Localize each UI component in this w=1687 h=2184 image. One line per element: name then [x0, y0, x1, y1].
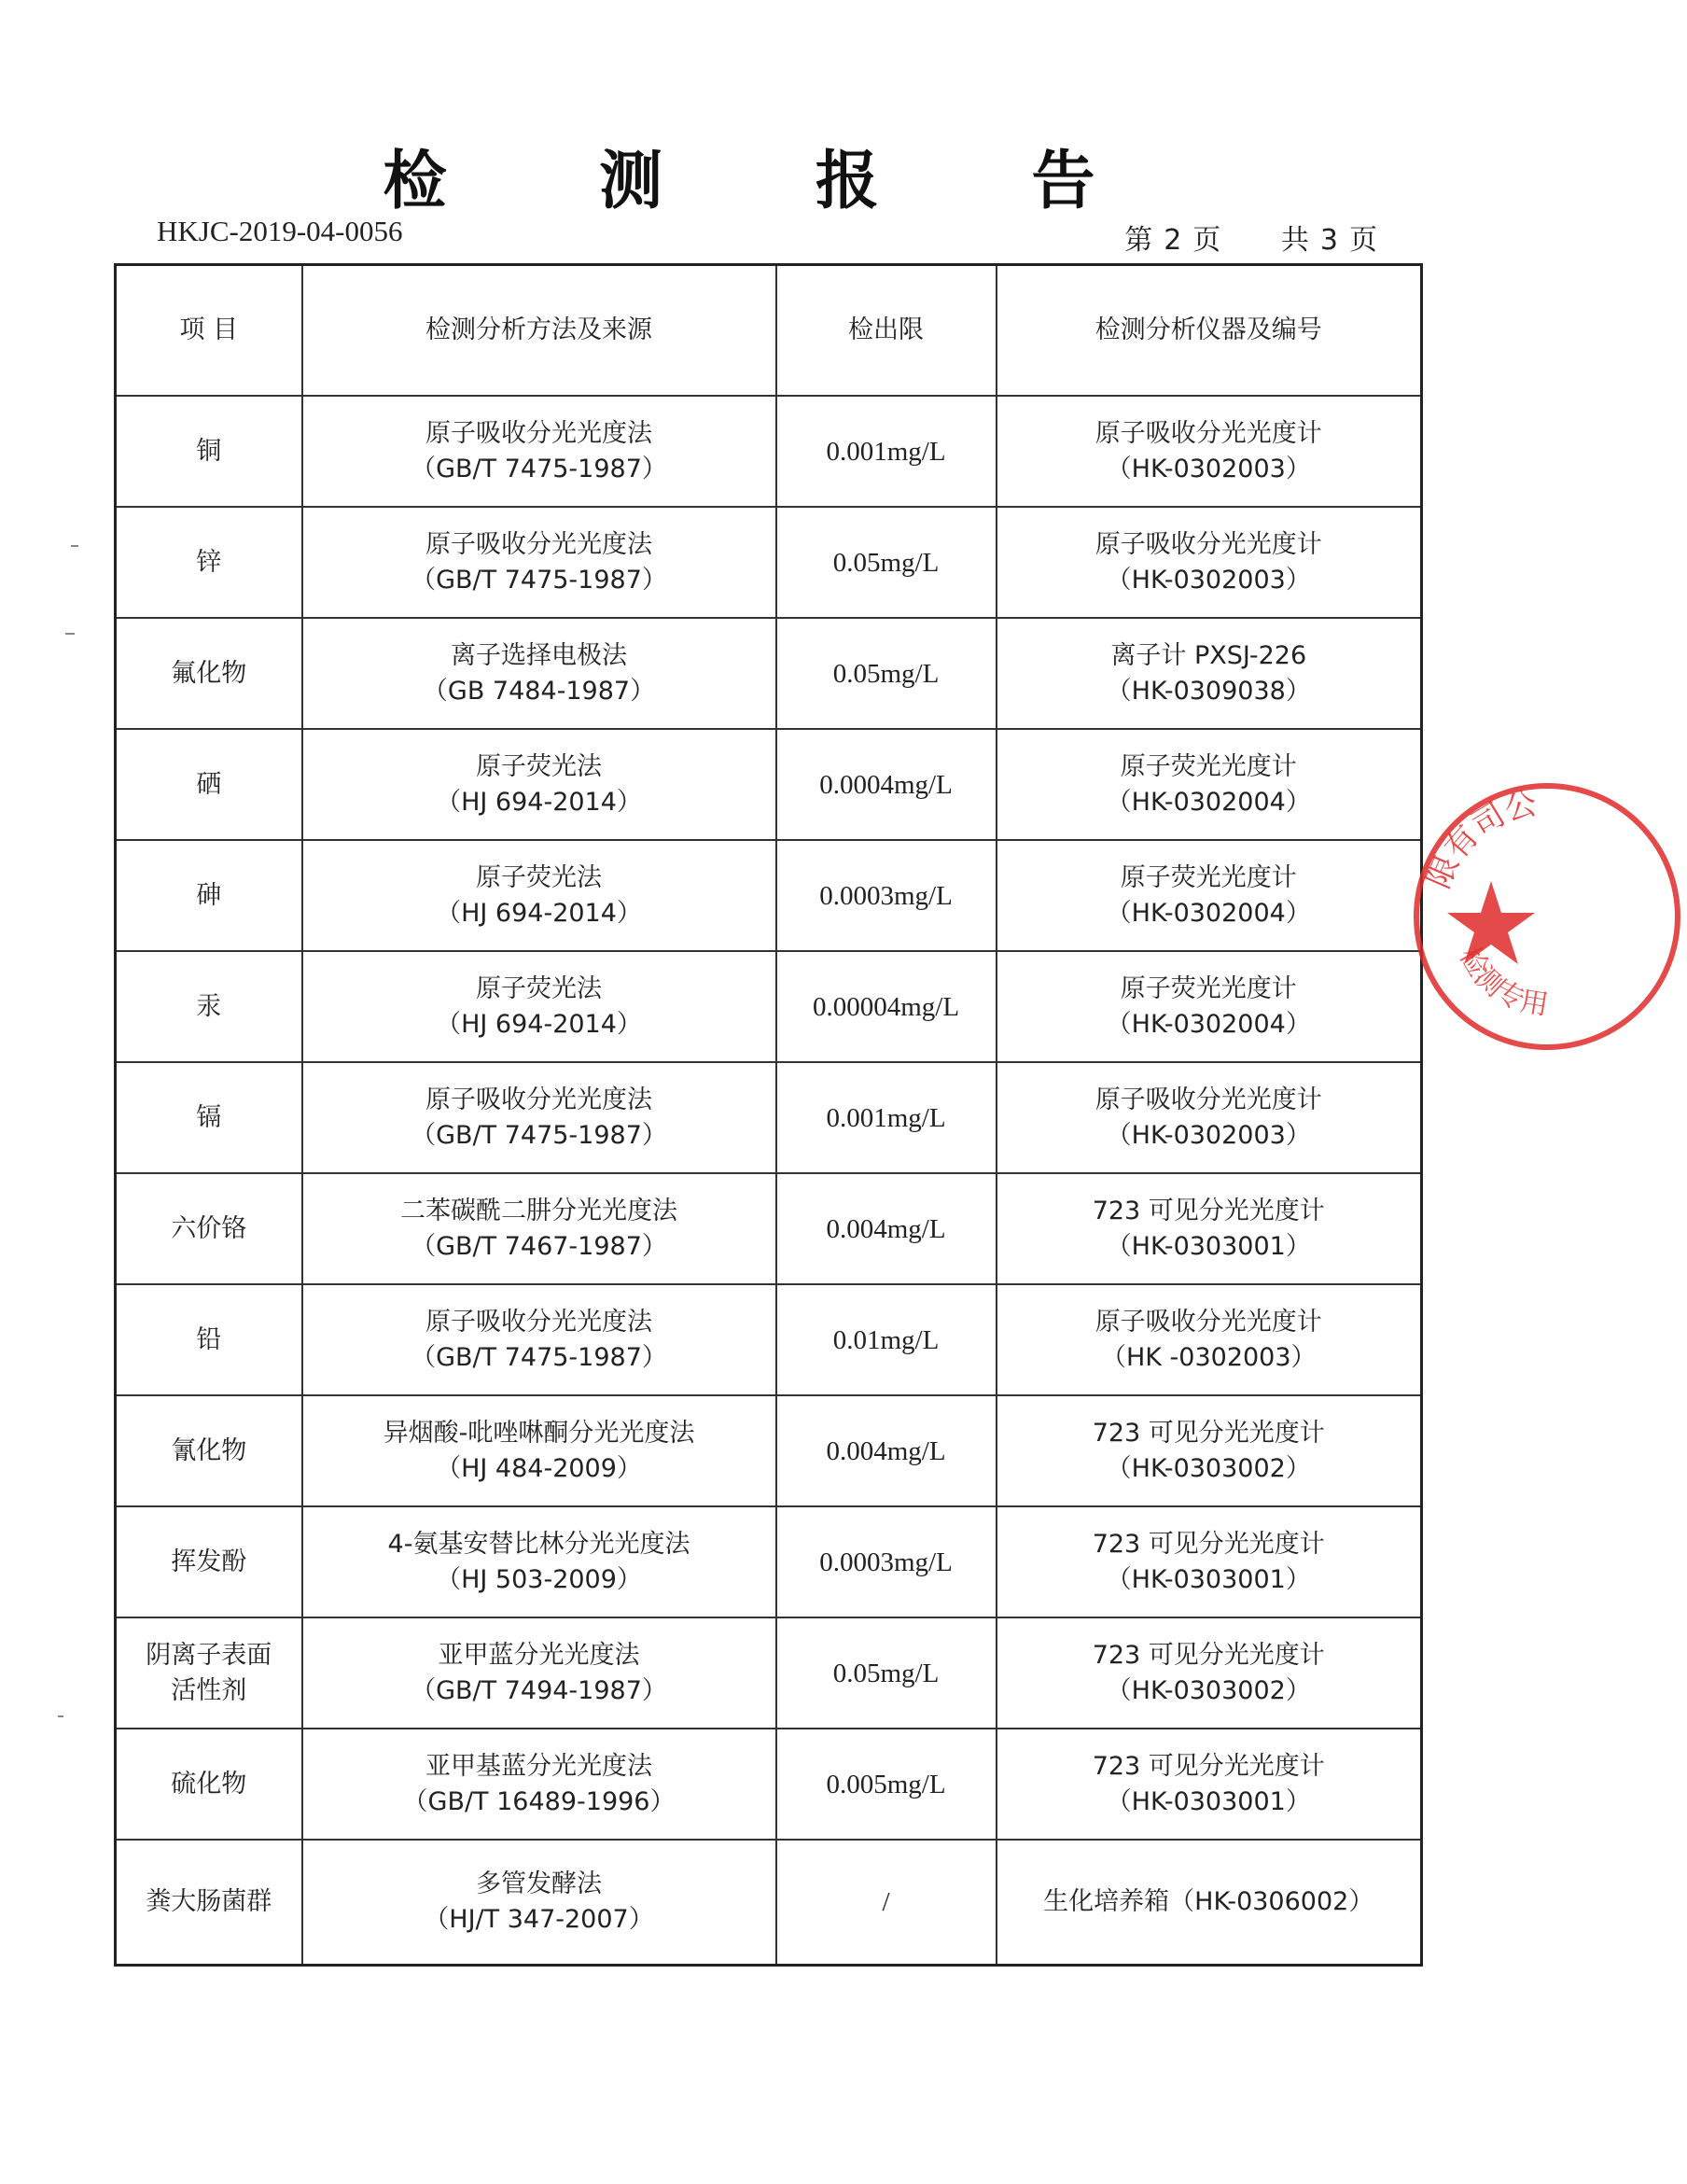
- table-row: [116, 396, 1422, 507]
- method-standard: （GB/T 16489-1996）: [402, 1786, 676, 1816]
- limit-cell: 0.05mg/L: [776, 507, 997, 618]
- instrument-name: 原子荧光光度计: [1120, 862, 1297, 892]
- instrument-number: （HK-0303001）: [1106, 1564, 1311, 1594]
- instrument-cell: [997, 618, 1422, 729]
- instrument-cell: [997, 1284, 1422, 1395]
- limit-cell: 0.00004mg/L: [776, 951, 997, 1062]
- instrument-cell: [997, 1506, 1422, 1617]
- limit-cell: 0.0003mg/L: [776, 840, 997, 951]
- table-row: [116, 1729, 1422, 1840]
- table-row: [116, 1062, 1422, 1173]
- table-row: [116, 618, 1422, 729]
- table-row: [116, 840, 1422, 951]
- method-standard: （HJ 694-2014）: [436, 787, 642, 817]
- limit-cell: 0.05mg/L: [776, 1617, 997, 1729]
- table-row: [116, 1617, 1422, 1729]
- method-name: 多管发酵法: [476, 1869, 602, 1898]
- table-row: [116, 951, 1422, 1062]
- method-standard: （GB/T 7467-1987）: [411, 1231, 667, 1261]
- instrument-number: （HK-0303002）: [1106, 1453, 1311, 1483]
- item-line-2: 活性剂: [171, 1675, 247, 1705]
- table-row: [116, 507, 1422, 618]
- method-name: 原子荧光法: [476, 973, 602, 1003]
- seal-bottom-text: 检测专用: [1452, 941, 1551, 1022]
- method-cell: [302, 1506, 776, 1617]
- method-cell: [302, 1284, 776, 1395]
- instrument-name: 723 可见分光光度计: [1092, 1418, 1325, 1448]
- method-name: 亚甲蓝分光光度法: [438, 1640, 640, 1670]
- item-cell: [116, 1617, 302, 1729]
- instrument-number: （HK-0303002）: [1106, 1675, 1311, 1705]
- instrument-cell: [997, 1395, 1422, 1506]
- item-cell: 汞: [116, 951, 302, 1062]
- method-cell: [302, 1173, 776, 1284]
- instrument-number: （HK-0302004）: [1106, 898, 1311, 928]
- instrument-number: （HK-0302003）: [1106, 565, 1311, 595]
- table-row: [116, 1840, 1422, 1965]
- header-item: 项 目: [116, 265, 302, 397]
- instrument-name: 723 可见分光光度计: [1092, 1196, 1325, 1225]
- table-row: [116, 1284, 1422, 1395]
- method-cell: [302, 618, 776, 729]
- instrument-name: 原子荧光光度计: [1120, 751, 1297, 781]
- limit-cell: 0.004mg/L: [776, 1395, 997, 1506]
- instrument-cell: [997, 1729, 1422, 1840]
- analysis-method-table: [114, 263, 1423, 1967]
- method-name: 原子荧光法: [476, 862, 602, 892]
- item-cell: 砷: [116, 840, 302, 951]
- item-cell: 氟化物: [116, 618, 302, 729]
- page-indicator: [1119, 217, 1383, 258]
- method-standard: （GB 7484-1987）: [422, 676, 656, 706]
- item-cell: 锌: [116, 507, 302, 618]
- instrument-number: （HK-0302003）: [1106, 454, 1311, 483]
- method-cell: [302, 729, 776, 840]
- limit-cell: 0.001mg/L: [776, 1062, 997, 1173]
- instrument-name: 原子吸收分光光度计: [1094, 529, 1322, 559]
- total-prefix: 共: [1280, 224, 1309, 257]
- method-standard: （GB/T 7475-1987）: [411, 454, 667, 483]
- instrument-number: （HK -0302003）: [1100, 1342, 1317, 1372]
- item-cell: 镉: [116, 1062, 302, 1173]
- limit-cell: 0.05mg/L: [776, 618, 997, 729]
- method-standard: （GB/T 7475-1987）: [411, 1120, 667, 1150]
- method-name: 异烟酸-吡唑啉酮分光光度法: [383, 1418, 695, 1448]
- limit-cell: 0.0004mg/L: [776, 729, 997, 840]
- instrument-name: 723 可见分光光度计: [1092, 1751, 1325, 1781]
- seal-top-text: 限有司公: [1419, 784, 1541, 894]
- method-standard: （HJ 503-2009）: [436, 1564, 642, 1594]
- page-current: 2: [1164, 224, 1182, 257]
- item-cell: 氰化物: [116, 1395, 302, 1506]
- seal-star: [1447, 881, 1535, 964]
- instrument-number: （HK-0302003）: [1106, 1120, 1311, 1150]
- table-header-row: [116, 265, 1422, 397]
- instrument-name: 723 可见分光光度计: [1092, 1640, 1325, 1670]
- instrument-name: 723 可见分光光度计: [1092, 1529, 1325, 1559]
- table-row: [116, 729, 1422, 840]
- scan-mark: [58, 1715, 63, 1717]
- item-cell: 粪大肠菌群: [116, 1840, 302, 1965]
- instrument-number: （HK-0303001）: [1106, 1231, 1311, 1261]
- scan-mark: [65, 633, 75, 635]
- page-total: 3: [1319, 224, 1338, 257]
- method-cell: [302, 1840, 776, 1965]
- method-name: 原子吸收分光光度法: [425, 418, 652, 448]
- item-cell: 硫化物: [116, 1729, 302, 1840]
- item-line-1: 阴离子表面: [146, 1640, 272, 1670]
- item-cell: 六价铬: [116, 1173, 302, 1284]
- company-seal: [1407, 777, 1687, 1057]
- method-name: 原子吸收分光光度法: [425, 1085, 652, 1114]
- instrument-cell: [997, 1173, 1422, 1284]
- item-cell: 硒: [116, 729, 302, 840]
- method-name: 二苯碳酰二肼分光光度法: [400, 1196, 677, 1225]
- limit-cell: 0.001mg/L: [776, 396, 997, 507]
- limit-cell: /: [776, 1840, 997, 1965]
- instrument-cell: [997, 507, 1422, 618]
- instrument-number: （HK-0302004）: [1106, 787, 1311, 817]
- method-standard: （GB/T 7475-1987）: [411, 565, 667, 595]
- instrument-number: （HK-0309038）: [1106, 676, 1311, 706]
- method-cell: [302, 951, 776, 1062]
- limit-cell: 0.01mg/L: [776, 1284, 997, 1395]
- method-cell: [302, 1729, 776, 1840]
- instrument-cell: 生化培养箱（HK-0306002）: [997, 1840, 1422, 1965]
- page-word: 页: [1192, 224, 1221, 257]
- header-method: 检测分析方法及来源: [302, 265, 776, 397]
- item-cell: 铅: [116, 1284, 302, 1395]
- instrument-cell: [997, 1617, 1422, 1729]
- item-cell: 挥发酚: [116, 1506, 302, 1617]
- method-cell: [302, 840, 776, 951]
- method-name: 4-氨基安替比林分光光度法: [387, 1529, 690, 1559]
- instrument-name: 原子吸收分光光度计: [1094, 1307, 1322, 1337]
- instrument-cell: [997, 1062, 1422, 1173]
- method-name: 亚甲基蓝分光光度法: [425, 1751, 652, 1781]
- method-cell: [302, 507, 776, 618]
- instrument-cell: [997, 840, 1422, 951]
- method-name: 离子选择电极法: [451, 640, 627, 670]
- item-cell: 铜: [116, 396, 302, 507]
- table-row: [116, 1173, 1422, 1284]
- header-instrument: 检测分析仪器及编号: [997, 265, 1422, 397]
- method-standard: （HJ 694-2014）: [436, 898, 642, 928]
- method-name: 原子吸收分光光度法: [425, 529, 652, 559]
- report-title: 检 测 报 告: [383, 145, 1161, 218]
- limit-cell: 0.005mg/L: [776, 1729, 997, 1840]
- method-cell: [302, 1062, 776, 1173]
- table-row: [116, 1395, 1422, 1506]
- method-cell: [302, 1395, 776, 1506]
- method-name: 原子吸收分光光度法: [425, 1307, 652, 1337]
- total-word: 页: [1349, 224, 1377, 257]
- method-cell: [302, 396, 776, 507]
- instrument-name: 原子吸收分光光度计: [1094, 1085, 1322, 1114]
- method-standard: （HJ 694-2014）: [436, 1009, 642, 1039]
- instrument-name: 离子计 PXSJ-226: [1110, 640, 1307, 670]
- instrument-cell: [997, 396, 1422, 507]
- limit-cell: 0.0003mg/L: [776, 1506, 997, 1617]
- method-name: 原子荧光法: [476, 751, 602, 781]
- method-cell: [302, 1617, 776, 1729]
- instrument-cell: [997, 951, 1422, 1062]
- method-standard: （GB/T 7494-1987）: [411, 1675, 667, 1705]
- method-standard: （HJ/T 347-2007）: [424, 1904, 654, 1934]
- header-limit: 检出限: [776, 265, 997, 397]
- instrument-name: 原子荧光光度计: [1120, 973, 1297, 1003]
- instrument-cell: [997, 729, 1422, 840]
- method-standard: （GB/T 7475-1987）: [411, 1342, 667, 1372]
- instrument-number: （HK-0303001）: [1106, 1786, 1311, 1816]
- instrument-name: 原子吸收分光光度计: [1094, 418, 1322, 448]
- instrument-number: （HK-0302004）: [1106, 1009, 1311, 1039]
- report-number: HKJC-2019-04-0056: [157, 215, 403, 247]
- scan-mark: [71, 545, 78, 547]
- method-standard: （HJ 484-2009）: [436, 1453, 642, 1483]
- limit-cell: 0.004mg/L: [776, 1173, 997, 1284]
- page-prefix: 第: [1124, 224, 1153, 257]
- table-row: [116, 1506, 1422, 1617]
